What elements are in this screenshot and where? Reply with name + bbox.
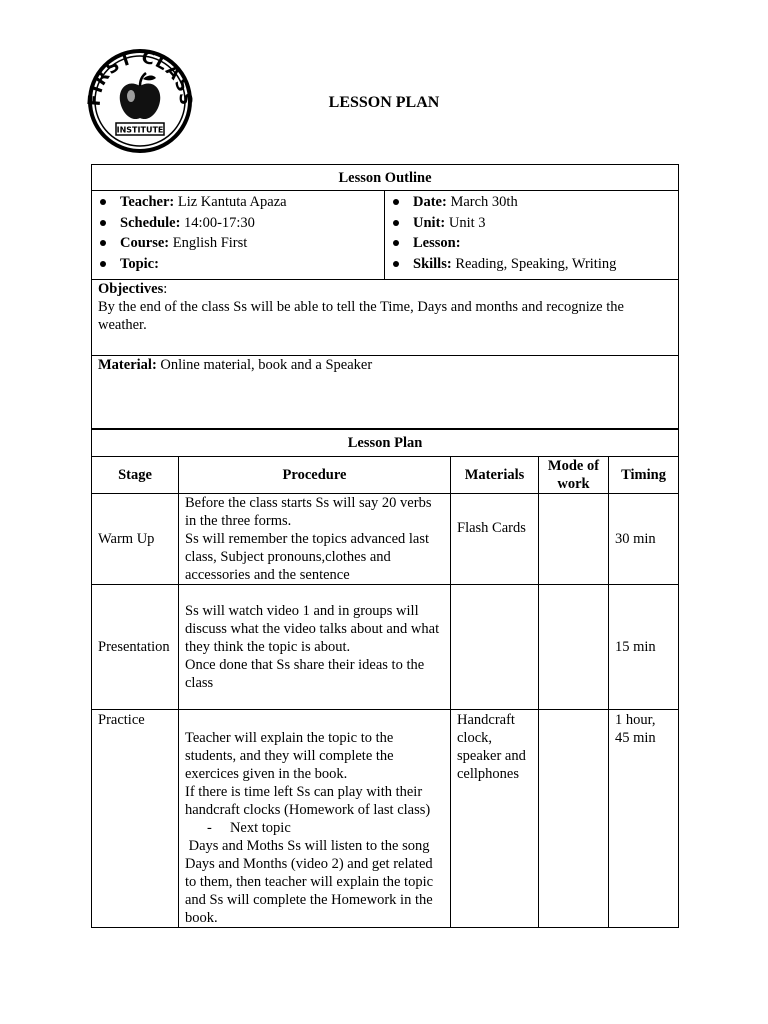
objectives-cell: Objectives: By the end of the class Ss will be able to tell the Time, Days and months and recognize the weather.	[92, 280, 679, 356]
skills-item: Skills: Reading, Speaking, Writing	[391, 254, 672, 275]
lesson-outline-heading: Lesson Outline	[92, 165, 679, 191]
column-header-stage: Stage	[92, 456, 179, 493]
timing-cell: 1 hour, 45 min	[609, 709, 679, 927]
mode-cell	[539, 584, 609, 709]
topic-item: Topic:	[98, 254, 378, 275]
material-label: Material:	[98, 357, 157, 373]
material-text: Online material, book and a Speaker	[156, 357, 373, 373]
stage-cell: Presentation	[92, 584, 179, 709]
lesson-plan-heading: Lesson Plan	[92, 429, 679, 456]
column-header-materials: Materials	[451, 456, 539, 493]
column-header-mode-of-work: Mode of work	[539, 456, 609, 493]
outline-left-cell	[92, 191, 385, 280]
column-header-procedure: Procedure	[179, 456, 451, 493]
table-row	[92, 493, 679, 584]
procedure-cell: Ss will watch video 1 and in groups will discuss what the video talks about and what they think the topic is about. Once done that Ss share their ideas to the class	[179, 584, 451, 709]
course-item: Course: English First	[98, 233, 378, 254]
materials-cell: Flash Cards	[451, 493, 539, 584]
material-cell	[92, 356, 679, 429]
stage-cell: Practice	[92, 709, 179, 927]
lesson-plan-table	[91, 428, 679, 928]
table-row	[92, 584, 679, 709]
materials-cell	[451, 584, 539, 709]
lesson-item: Lesson:	[391, 233, 672, 254]
procedure-cell: Before the class starts Ss will say 20 verbs in the three forms. Ss will remember the topics advanced last class, Subject pronouns,clothes and accessories and the sentence	[179, 493, 451, 584]
unit-item: Unit: Unit 3	[391, 213, 672, 234]
timing-cell: 15 min	[609, 584, 679, 709]
objectives-label: Objectives	[98, 281, 164, 297]
objectives-text: By the end of the class Ss will be able to tell the Time, Days and months and recognize the weather.	[98, 299, 624, 333]
document-title: LESSON PLAN	[328, 94, 440, 111]
materials-cell: Handcraft clock, speaker and cellphones	[451, 709, 539, 927]
column-header-timing: Timing	[609, 456, 679, 493]
teacher-item: Teacher: Liz Kantuta Apaza	[98, 192, 378, 213]
schedule-item: Schedule: 14:00-17:30	[98, 213, 378, 234]
logo-institute-text: INSTITUTE	[116, 125, 164, 135]
date-item: Date: March 30th	[391, 192, 672, 213]
stage-cell: Warm Up	[92, 493, 179, 584]
timing-cell: 30 min	[609, 493, 679, 584]
mode-cell	[539, 709, 609, 927]
logo-arc-text: FIRST CLASS	[84, 47, 196, 107]
lesson-outline-table	[91, 164, 679, 429]
procedure-cell: Teacher will explain the topic to the students, and they will complete the exercices given in the book. If there is time left Ss can play with their handcraft clocks (Homework of last class) - Next topic Days and Moths Ss will listen to the song Days and Months (video 2) and get related to them, then teacher will explain the topic and Ss will complete the Homework in the book.	[179, 709, 451, 927]
table-row	[92, 709, 679, 927]
mode-cell	[539, 493, 609, 584]
outline-right-cell	[385, 191, 679, 280]
